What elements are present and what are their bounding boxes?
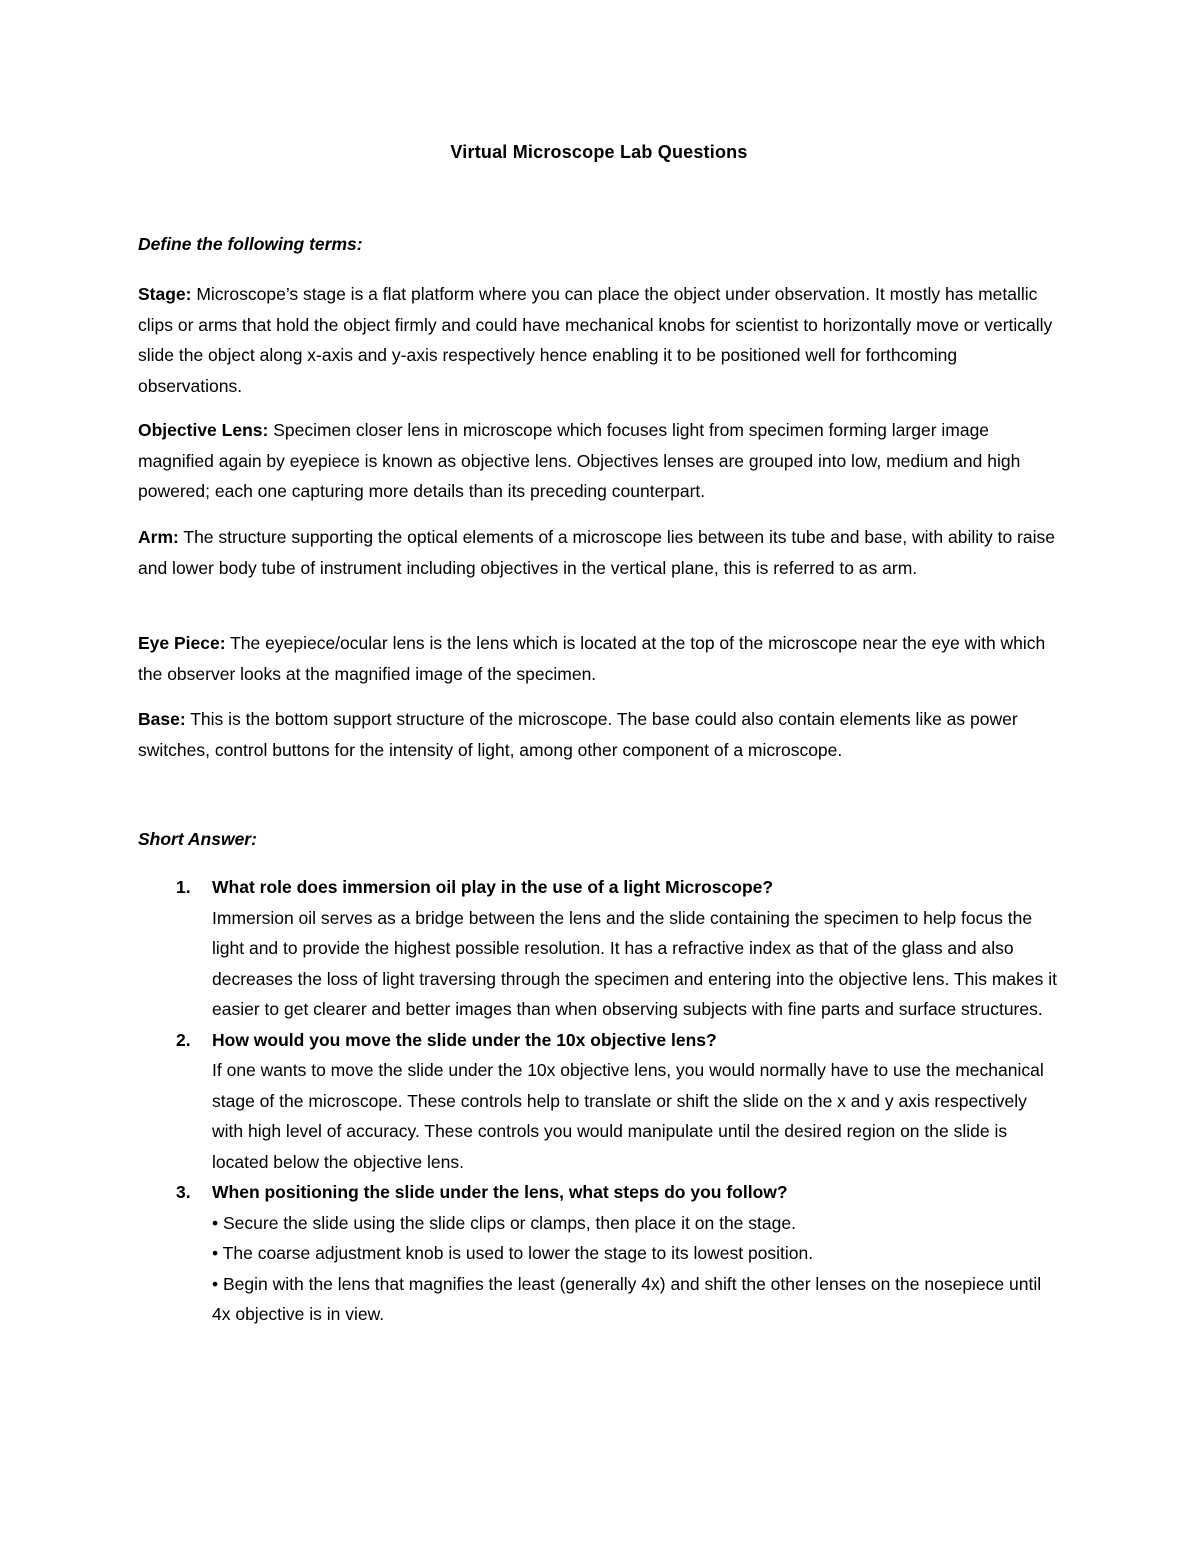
term-definition: The eyepiece/ocular lens is the lens which is located at the top of the microscope near the eye with which the observer looks at the magnified image of the specimen. xyxy=(138,633,1046,684)
term-base xyxy=(138,704,1060,765)
term-label: Eye Piece: xyxy=(138,633,226,653)
term-objective-lens xyxy=(138,415,1060,507)
short-answer-heading: Short Answer: xyxy=(138,829,257,849)
step-item: • Secure the slide using the slide clips or clamps, then place it on the stage. xyxy=(212,1212,796,1233)
term-label: Base: xyxy=(138,709,186,729)
question-item xyxy=(138,1177,1060,1330)
term-definition: Specimen closer lens in microscope which focuses light from specimen forming larger image magnified again by eyepiece is known as objective lens. Objectives lenses are grouped into low, medium and high powered; each one capturing more details than its preceding counterpart. xyxy=(138,420,1021,501)
question-number: 3. xyxy=(176,1182,191,1202)
term-arm xyxy=(138,522,1060,583)
answer-text: Immersion oil serves as a bridge between the lens and the slide containing the specimen to help focus the light and to provide the highest possible resolution. It has a refractive index as that of the glass and also decreases the loss of light traversing through the specimen and entering into the objective lens. This makes it easier to get clearer and better images than when observing subjects with fine parts and surface structures. xyxy=(212,907,1058,1019)
question-text: When positioning the slide under the lens, what steps do you follow? xyxy=(212,1182,788,1202)
term-definition: The structure supporting the optical elements of a microscope lies between its tube and base, with ability to raise and lower body tube of instrument including objectives in the vertical plane, this is referred to as arm. xyxy=(138,527,1055,578)
question-number: 2. xyxy=(176,1029,191,1050)
question-item xyxy=(138,1025,1060,1178)
answer-text: If one wants to move the slide under the 10x objective lens, you would normally have to use the mechanical stage of the microscope. These controls help to translate or shift the slide on the x and y axis respectively with high level of accuracy. These controls you would manipulate until the desired region on the slide is located below the objective lens. xyxy=(212,1060,1044,1172)
question-list xyxy=(138,872,1060,1330)
term-stage xyxy=(138,279,1060,401)
question-item xyxy=(138,872,1060,1025)
term-label: Stage: xyxy=(138,284,192,304)
term-definition: This is the bottom support structure of the microscope. The base could also contain elements like as power switches, control buttons for the intensity of light, among other component of a microscope. xyxy=(138,709,1018,760)
document-title: Virtual Microscope Lab Questions xyxy=(450,142,748,162)
term-definition: Microscope’s stage is a flat platform where you can place the object under observation. It mostly has metallic clips or arms that hold the object firmly and could have mechanical knobs for scientist to horizontally move or vertically slide the object along x-axis and y-axis respectively hence enabling it to be positioned well for forthcoming observations. xyxy=(138,284,1053,396)
question-number: 1. xyxy=(176,877,191,897)
term-label: Objective Lens: xyxy=(138,420,269,440)
definitions-heading: Define the following terms: xyxy=(138,234,363,254)
step-item: • Begin with the lens that magnifies the least (generally 4x) and shift the other lenses on the nosepiece until 4x objective is in view. xyxy=(212,1273,1042,1324)
term-label: Arm: xyxy=(138,527,179,547)
term-eye-piece xyxy=(138,628,1060,689)
question-text: How would you move the slide under the 10x objective lens? xyxy=(212,1029,717,1050)
question-text: What role does immersion oil play in the use of a light Microscope? xyxy=(212,877,774,897)
step-item: • The coarse adjustment knob is used to lower the stage to its lowest position. xyxy=(212,1243,814,1263)
